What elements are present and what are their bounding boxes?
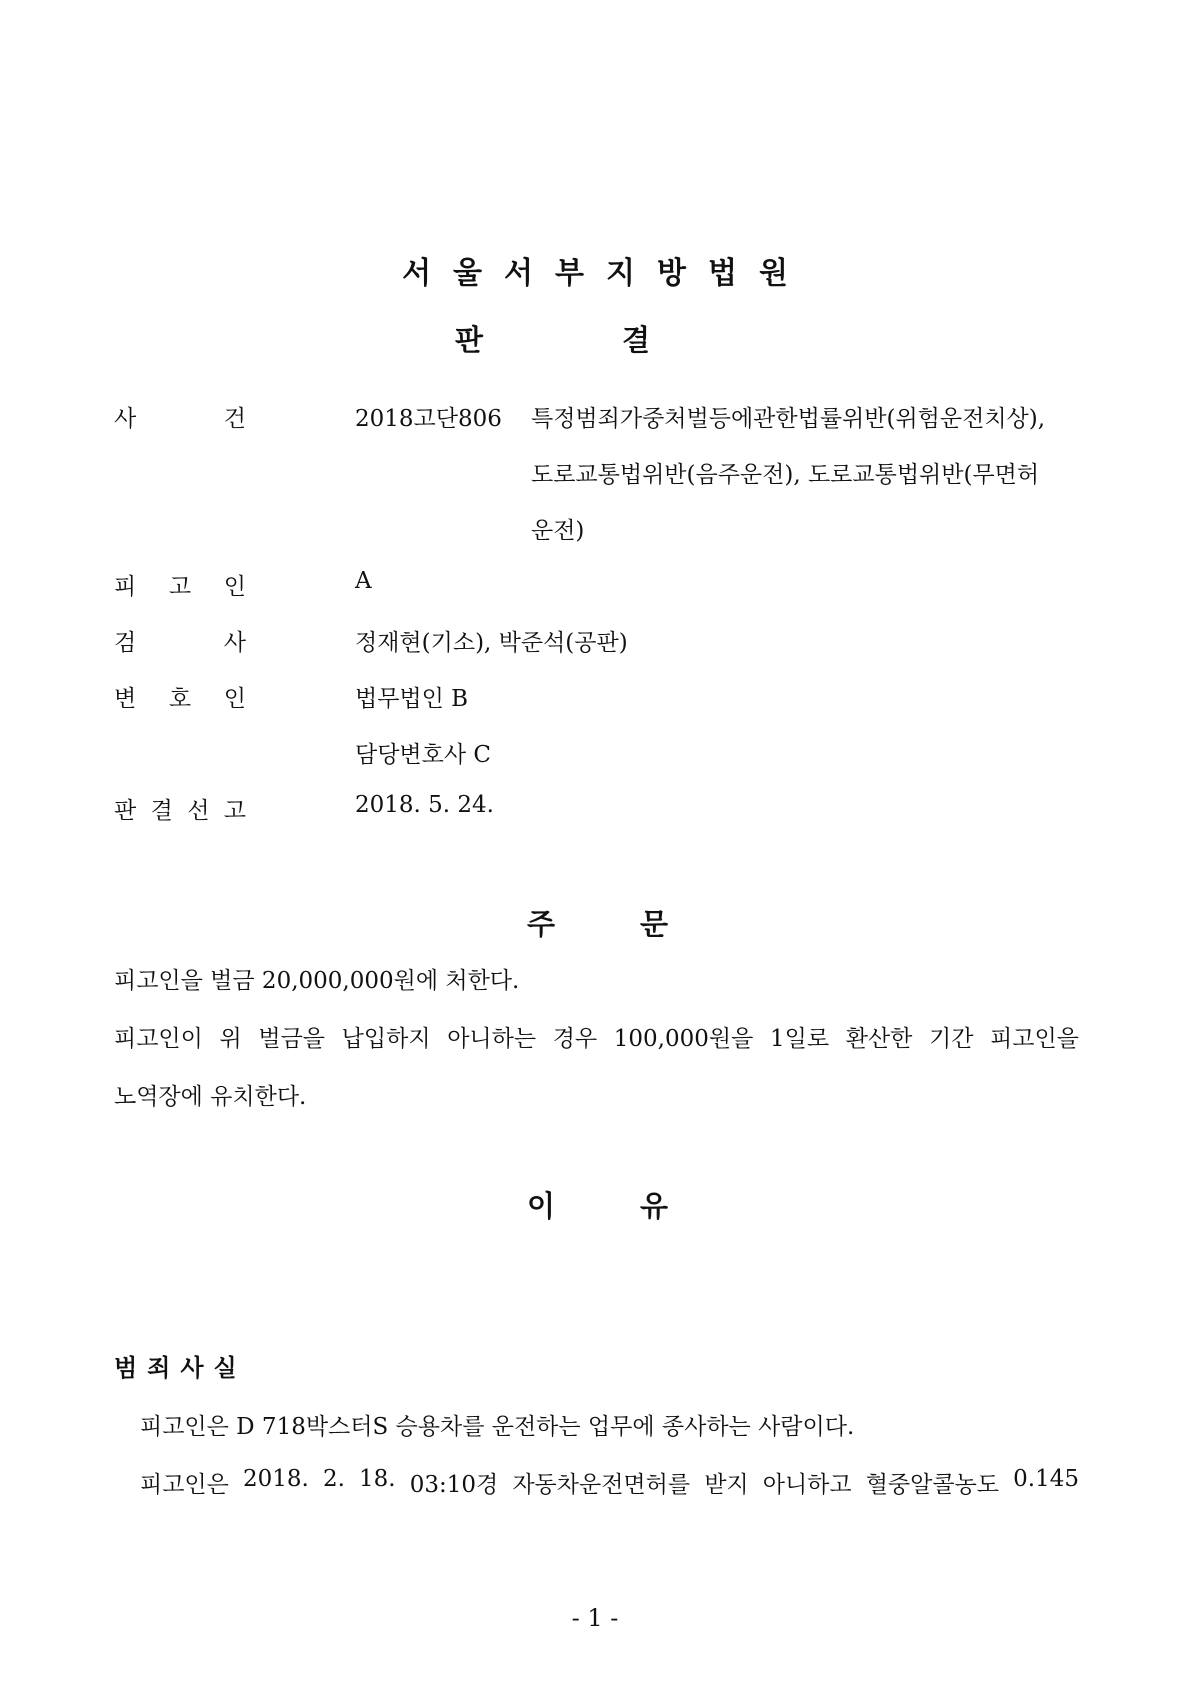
document-title-right: 결 [622, 323, 651, 357]
sentencing-row [0, 792, 1190, 826]
sentencing-label: 판 결 선 고 [114, 798, 246, 824]
reasons-heading: 이 유 [527, 1189, 669, 1223]
sentencing-date: 2018. 5. 24. [355, 792, 494, 818]
case-title-line-2: 도로교통법위반(음주운전), 도로교통법위반(무면허 [531, 462, 1040, 488]
defendant-value: A [355, 568, 372, 594]
counsel-row [0, 680, 1190, 714]
order-heading: 주 문 [527, 907, 669, 941]
prosecutor-row [0, 624, 1190, 658]
case-title-line-3: 운전) [531, 518, 585, 544]
facts-paragraph-2: 피고인은 2018. 2. 18. 03:10경 자동차운전면허를 받지 아니하고 혈중알콜농도 0.145 [140, 1466, 1079, 1498]
document-title [0, 318, 1190, 358]
counsel-firm: 법무법인 B [355, 686, 469, 712]
order-line-3: 노역장에 유치한다. [114, 1084, 307, 1110]
document-title-left: 판 [455, 323, 484, 357]
counsel-attorney: 담당변호사 C [355, 742, 491, 768]
counsel-label: 변 호 인 [114, 686, 246, 712]
case-label: 사 건 [114, 406, 246, 432]
court-name: 서울서부지방법원 [402, 256, 810, 291]
counsel-row-cont [0, 736, 1190, 770]
case-row [0, 400, 1190, 434]
case-row-cont [0, 456, 1190, 490]
defendant-row [0, 568, 1190, 602]
defendant-label: 피 고 인 [114, 574, 246, 600]
facts-subheading: 범죄사실 [114, 1354, 247, 1382]
facts-paragraph-1: 피고인은 D 718박스터S 승용차를 운전하는 업무에 종사하는 사람이다. [140, 1414, 855, 1440]
page-number: - 1 - [571, 1604, 619, 1632]
order-line-1: 피고인을 벌금 20,000,000원에 처한다. [114, 968, 520, 994]
prosecutor-label: 검 사 [114, 630, 246, 656]
case-row-cont [0, 512, 1190, 546]
prosecutor-value: 정재현(기소), 박준석(공판) [355, 630, 628, 656]
order-line-2: 피고인이 위 벌금을 납입하지 아니하는 경우 100,000원을 1일로 환산한 기간 피고인을 [114, 1026, 1079, 1052]
case-title-line-1: 특정범죄가중처벌등에관한법률위반(위험운전치상), [531, 406, 1046, 432]
case-number: 2018고단806 [355, 406, 502, 432]
